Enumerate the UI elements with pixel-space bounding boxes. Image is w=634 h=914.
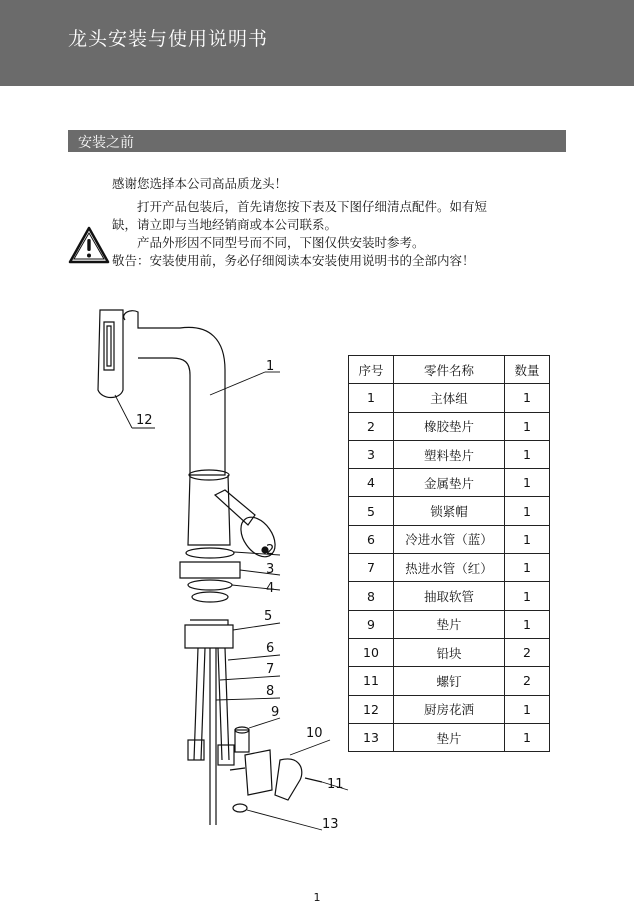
section-bar <box>68 130 566 152</box>
row-part-name: 厨房花洒 <box>394 695 505 723</box>
table-row <box>349 412 550 440</box>
table-row <box>349 610 550 638</box>
header-index: 序号 <box>349 356 394 384</box>
row-quantity: 1 <box>505 497 550 525</box>
row-part-name: 垫片 <box>394 723 505 751</box>
header-part-name: 零件名称 <box>394 356 505 384</box>
page-number: 1 <box>313 891 321 904</box>
row-index: 6 <box>349 525 394 553</box>
callout-5: 5 <box>264 609 273 624</box>
row-quantity: 1 <box>505 412 550 440</box>
section-title: 安装之前 <box>78 135 134 151</box>
header-bar <box>0 0 634 86</box>
row-part-name: 金属垫片 <box>394 469 505 497</box>
row-index: 2 <box>349 412 394 440</box>
table-row <box>349 638 550 666</box>
callout-12: 12 <box>136 413 153 428</box>
row-part-name: 冷进水管（蓝） <box>394 525 505 553</box>
warning-icon <box>68 226 110 264</box>
row-quantity: 1 <box>505 525 550 553</box>
table-row <box>349 695 550 723</box>
callout-1: 1 <box>266 359 275 374</box>
intro-line-1: 感谢您选择本公司高品质龙头！ <box>112 176 288 191</box>
table-row <box>349 723 550 751</box>
table-row <box>349 554 550 582</box>
row-quantity: 1 <box>505 582 550 610</box>
table-row <box>349 667 550 695</box>
callout-7: 7 <box>266 662 275 677</box>
row-index: 7 <box>349 554 394 582</box>
row-quantity: 1 <box>505 723 550 751</box>
row-quantity: 1 <box>505 695 550 723</box>
row-quantity: 1 <box>505 384 550 412</box>
row-quantity: 1 <box>505 469 550 497</box>
row-index: 12 <box>349 695 394 723</box>
callout-3: 3 <box>266 562 275 577</box>
row-quantity: 2 <box>505 667 550 695</box>
callout-9: 9 <box>271 705 280 720</box>
row-quantity: 1 <box>505 610 550 638</box>
row-index: 4 <box>349 469 394 497</box>
parts-table-header <box>349 356 550 384</box>
row-index: 5 <box>349 497 394 525</box>
row-index: 1 <box>349 384 394 412</box>
row-part-name: 塑料垫片 <box>394 440 505 468</box>
row-index: 10 <box>349 638 394 666</box>
table-row <box>349 497 550 525</box>
row-part-name: 抽取软管 <box>394 582 505 610</box>
row-index: 9 <box>349 610 394 638</box>
row-index: 3 <box>349 440 394 468</box>
callout-10: 10 <box>306 726 323 741</box>
parts-table <box>348 355 550 752</box>
callout-8: 8 <box>266 684 275 699</box>
callout-11: 11 <box>327 777 344 792</box>
row-index: 13 <box>349 723 394 751</box>
row-index: 11 <box>349 667 394 695</box>
intro-warning: 敬告：安装使用前，务必仔细阅读本安装使用说明书的全部内容！ <box>112 253 475 268</box>
row-quantity: 2 <box>505 638 550 666</box>
callout-4: 4 <box>266 581 275 596</box>
faucet-exploded-diagram <box>60 300 360 840</box>
row-part-name: 垫片 <box>394 610 505 638</box>
row-quantity: 1 <box>505 440 550 468</box>
row-part-name: 锁紧帽 <box>394 497 505 525</box>
table-row <box>349 384 550 412</box>
row-quantity: 1 <box>505 554 550 582</box>
callout-6: 6 <box>266 641 275 656</box>
intro-line-2: 打开产品包装后，首先请您按下表及下图仔细清点配件。如有短 <box>112 199 488 214</box>
table-row <box>349 525 550 553</box>
row-part-name: 橡胶垫片 <box>394 412 505 440</box>
header-quantity: 数量 <box>505 356 550 384</box>
row-index: 8 <box>349 582 394 610</box>
callout-13: 13 <box>322 817 339 832</box>
table-row <box>349 582 550 610</box>
document-title: 龙头安装与使用说明书 <box>68 28 269 50</box>
table-row <box>349 469 550 497</box>
intro-line-3: 缺，请立即与当地经销商或本公司联系。 <box>112 217 338 232</box>
row-part-name: 主体组 <box>394 384 505 412</box>
row-part-name: 螺钉 <box>394 667 505 695</box>
row-part-name: 铅块 <box>394 638 505 666</box>
intro-line-4: 产品外形因不同型号而不同，下图仅供安装时参考。 <box>112 235 425 250</box>
callout-2: 2 <box>266 543 275 558</box>
table-row <box>349 440 550 468</box>
row-part-name: 热进水管（红） <box>394 554 505 582</box>
